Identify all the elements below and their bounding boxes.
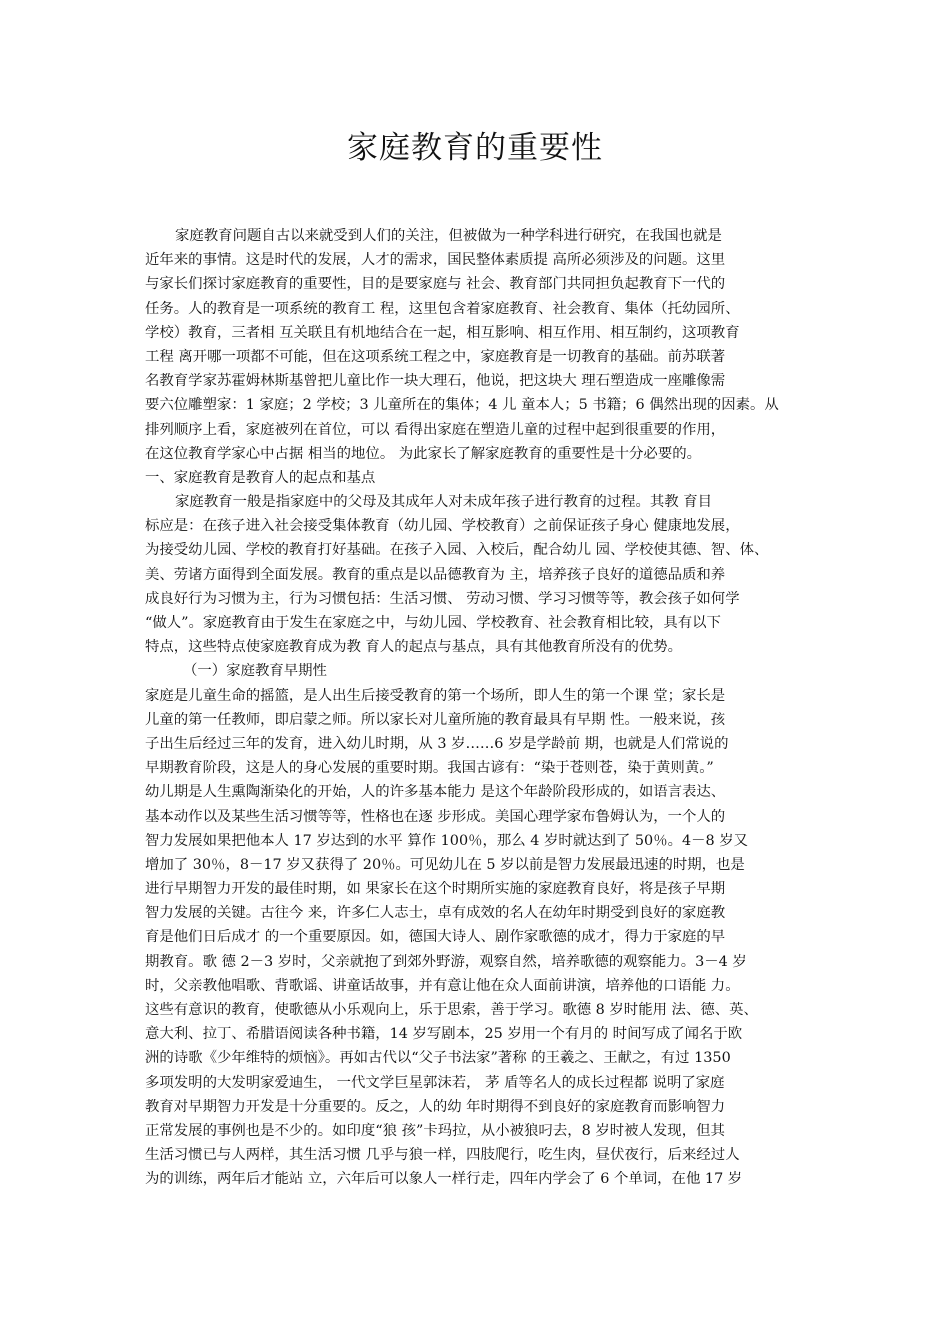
paragraph-line: 要六位雕塑家：1 家庭；2 学校；3 儿童所在的集体；4 儿 童本人；5 书籍；6 偶然出现的因素。从 [145, 397, 779, 414]
paragraph-line: 排列顺序上看，家庭被列在首位，可以 看得出家庭在塑造儿童的过程中起到很重要的作用， [145, 421, 726, 438]
paragraph-line: 成良好行为习惯为主，行为习惯包括：生活习惯、 劳动习惯、学习习惯等等，教会孩子如何学 [145, 590, 740, 607]
paragraph-line: 教育对早期智力开发是十分重要的。反之，人的幼 年时期得不到良好的家庭教育而影响智力 [145, 1098, 726, 1115]
paragraph-line: 期教育。歌 德 2－3 岁时，父亲就抱了到郊外野游，观察自然，培养歌德的观察能力。3－4 岁 [145, 953, 747, 970]
paragraph-line: 家庭是儿童生命的摇篮，是人出生后接受教育的第一个场所，即人生的第一个课 堂；家长是 [145, 687, 726, 704]
paragraph-line: 这些有意识的教育，使歌德从小乐观向上，乐于思索，善于学习。歌德 8 岁时能用 法、德、英、 [145, 1002, 758, 1018]
paragraph-line: 早期教育阶段，这是人的身心发展的重要时期。我国古谚有：“染于苍则苍，染于黄则黄。” [145, 760, 714, 777]
paragraph-line: 与家长们探讨家庭教育的重要性，目的是要家庭与 社会、教育部门共同担负起教育下一代的 [145, 276, 726, 293]
paragraph-line: 时，父亲教他唱歌、背歌谣、讲童话故事，并有意让他在众人面前讲演，培养他的口语能 力。 [145, 977, 740, 994]
paragraph-line: 增加了 30％，8－17 岁又获得了 20％。可见幼儿在 5 岁以前是智力发展最迅速的时期，也是 [145, 856, 745, 873]
paragraph-line: 特点，这些特点使家庭教育成为教 育人的起点与基点，具有其他教育所没有的优势。 [145, 639, 683, 656]
paragraph-line: 进行早期智力开发的最佳时期，如 果家长在这个时期所实施的家庭教育良好，将是孩子早期 [145, 881, 726, 898]
paragraph-line: 幼儿期是人生熏陶渐染化的开始，人的许多基本能力 是这个年龄阶段形成的，如语言表达、 [145, 784, 726, 801]
section-heading: 一、家庭教育是教育人的起点和基点 [145, 469, 376, 486]
paragraph-line: 标应是：在孩子进入社会接受集体教育（幼儿园、学校教育）之前保证孩子身心 健康地发展， [145, 518, 740, 535]
paragraph-line: 学校）教育，三者相 互关联且有机地结合在一起，相互影响、相互作用、相互制约，这项教育 [145, 324, 740, 341]
paragraph-line: 在这位教育学家心中占据 相当的地位。 为此家长了解家庭教育的重要性是十分必要的。 [145, 445, 701, 462]
paragraph-line: 育是他们日后成才 的一个重要原因。如，德国大诗人、剧作家歌德的成才，得力于家庭的早 [145, 929, 726, 946]
paragraph-line: 为的训练，两年后才能站 立，六年后可以象人一样行走，四年内学会了 6 个单词，在他 17 岁 [145, 1171, 743, 1188]
paragraph-line: 家庭教育一般是指家庭中的父母及其成年人对未成年孩子进行教育的过程。其教 育目 [175, 494, 713, 511]
paragraph-line: 智力发展的关键。古往今 来，许多仁人志士，卓有成效的名人在幼年时期受到良好的家庭教 [145, 905, 726, 922]
paragraph-line: 正常发展的事例也是不少的。如印度“狼 孩”卡玛拉，从小被狼叼去，8 岁时被人发现，但其 [145, 1122, 725, 1139]
paragraph-line: 为接受幼儿园、学校的教育打好基础。在孩子入园、入校后，配合幼儿 园、学校使其德、智、体、 [145, 542, 769, 559]
document-body [145, 224, 810, 1192]
paragraph-line: 多项发明的大发明家爱迪生， 一代文学巨星郭沫若， 茅 盾等名人的成长过程都 说明了家庭 [145, 1074, 725, 1091]
subsection-heading: （一）家庭教育早期性 [183, 663, 327, 680]
paragraph-line: 家庭教育问题自古以来就受到人们的关注，但被做为一种学科进行研究，在我国也就是 [175, 228, 722, 244]
document-title: 家庭教育的重要性 [347, 130, 603, 166]
paragraph-line: 工程 离开哪一项都不可能，但在这项系统工程之中，家庭教育是一切教育的基础。前苏联著 [145, 348, 726, 365]
paragraph-line: 儿童的第一任教师，即启蒙之师。所以家长对儿童所施的教育最具有早期 性。一般来说，孩 [145, 711, 726, 728]
paragraph-line: 近年来的事情。这是时代的发展，人才的需求，国民整体素质提 高所必须涉及的问题。这里 [145, 252, 726, 269]
paragraph-line: 美、劳诸方面得到全面发展。教育的重点是以品德教育为 主，培养孩子良好的道德品质和养 [145, 566, 726, 583]
paragraph-line: 基本动作以及某些生活习惯等等，性格也在逐 步形成。美国心理学家布鲁姆认为，一个人的 [145, 808, 726, 825]
paragraph-line: 子出生后经过三年的发育，进入幼儿时期，从 3 岁……6 岁是学龄前 期，也就是人们常说的 [145, 735, 729, 752]
paragraph-line: 任务。人的教育是一项系统的教育工 程，这里包含着家庭教育、社会教育、集体（托幼园所、 [145, 300, 740, 317]
paragraph-line: 名教育学家苏霍姆林斯基曾把儿童比作一块大理石，他说，把这块大 理石塑造成一座雕像需 [145, 373, 726, 390]
paragraph-line: 智力发展如果把他本人 17 岁达到的水平 算作 100％，那么 4 岁时就达到了 50％。4－8 岁又 [145, 832, 749, 849]
paragraph-line: 洲的诗歌《少年维特的烦恼》。再如古代以“父子书法家”著称 的王羲之、王献之，有过 1350 [145, 1050, 731, 1067]
paragraph-line: “做人”。家庭教育由于发生在家庭之中，与幼儿园、学校教育、社会教育相比较，具有以下 [145, 615, 721, 631]
paragraph-line: 生活习惯已与人两样，其生活习惯 几乎与狼一样，四肢爬行，吃生肉，昼伏夜行，后来经过人 [145, 1147, 740, 1164]
paragraph-line: 意大利、拉丁、希腊语阅读各种书籍，14 岁写剧本，25 岁用一个有月的 时间写成了闻名于欧 [145, 1026, 743, 1043]
